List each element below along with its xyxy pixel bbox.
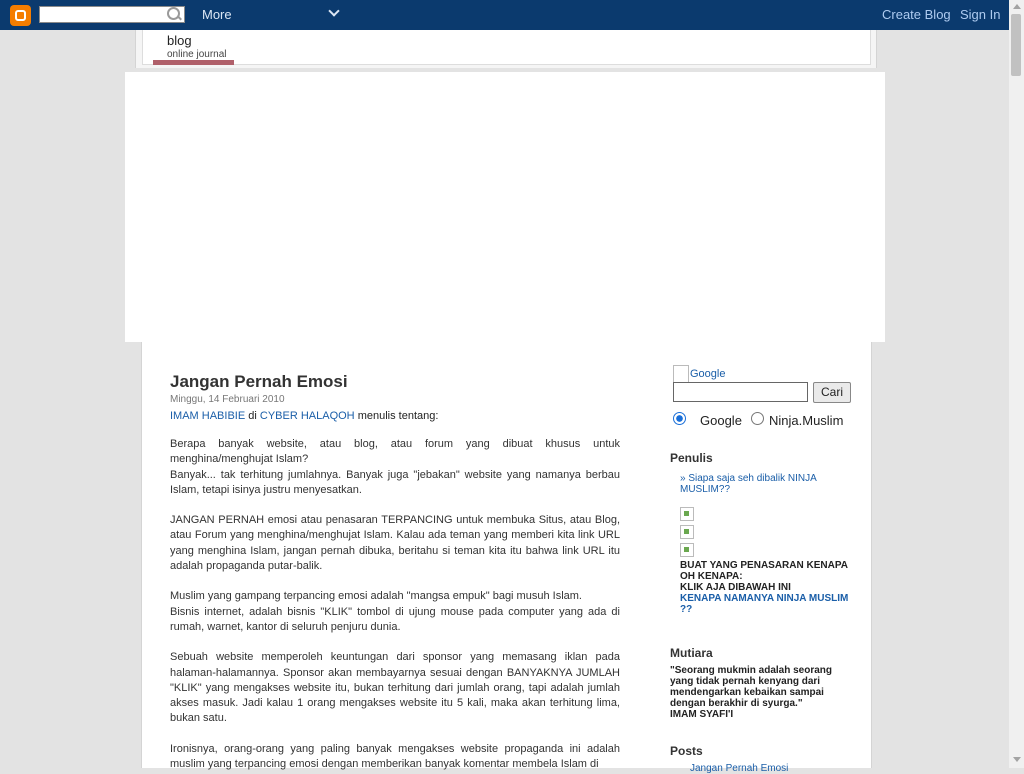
post-paragraph <box>170 650 620 726</box>
blog-subtitle: online journal <box>167 49 227 60</box>
penulis-text: KLIK AJA DIBAWAH INI <box>680 582 791 593</box>
post-paragraph <box>170 589 620 635</box>
author-link[interactable]: IMAM HABIBIE <box>170 410 246 422</box>
blog-title[interactable]: blog <box>167 33 192 48</box>
post-paragraph <box>170 513 620 574</box>
post-title: Jangan Pernah Emosi <box>170 372 348 391</box>
penulis-text: BUAT YANG PENASARAN KENAPA OH KENAPA: <box>680 560 848 582</box>
post-date: Minggu, 14 Februari 2010 <box>170 394 285 405</box>
paragraph-line: Bisnis internet, adalah bisnis "KLIK" tombol di ujung mouse pada computer yang ada di rumah, warnet, kantor di seluruh penjuru dunia. <box>170 605 620 633</box>
search-icon[interactable] <box>167 7 180 20</box>
radio-ninja-label: Ninja.Muslim <box>769 413 844 428</box>
broken-image-icon <box>680 507 694 521</box>
create-blog-link[interactable]: Create Blog <box>882 7 951 22</box>
paragraph-line: Berapa banyak website, atau blog, atau forum yang dibuat khusus untuk menghina/menghujat Islam? <box>170 438 620 466</box>
post-byline <box>170 410 620 422</box>
chevron-down-icon[interactable] <box>328 5 339 16</box>
radio-google-label: Google <box>700 413 742 428</box>
sidebar-search-input[interactable] <box>673 382 808 402</box>
paragraph-line: Banyak... tak terhitung jumlahnya. Banyak juga "jebakan" website yang namanya berbau Islam, tetapi isinya justru menyesatkan. <box>170 468 620 496</box>
blogger-navbar <box>0 0 1009 30</box>
post-paragraph <box>170 437 620 498</box>
byline-mid: di <box>248 410 257 422</box>
broken-image-icon <box>680 525 694 539</box>
scroll-up-arrow-icon[interactable] <box>1013 4 1021 9</box>
blog-post <box>170 372 620 772</box>
header-box <box>142 30 871 65</box>
scroll-down-arrow-icon[interactable] <box>1013 757 1021 762</box>
mutiara-author: IMAM SYAFI'I <box>670 709 734 720</box>
mutiara-heading: Mutiara <box>670 646 713 660</box>
vertical-scrollbar[interactable] <box>1009 0 1024 768</box>
paragraph-line: Ironisnya, orang-orang yang paling banyak mengakses website propaganda ini adalah muslim yang terpancing emosi dengan memberikan banyak komentar membela Islam di <box>170 742 620 771</box>
ad-banner-area <box>125 72 885 342</box>
source-link[interactable]: CYBER HALAQOH <box>259 410 355 422</box>
paragraph-line: Muslim yang gampang terpancing emosi adalah "mangsa empuk" bagi musuh Islam. <box>170 590 582 603</box>
kenapa-link[interactable]: KENAPA NAMANYA NINJA MUSLIM ?? <box>680 593 849 615</box>
sign-in-link[interactable]: Sign In <box>960 7 1001 22</box>
search-button[interactable]: Cari <box>813 382 851 403</box>
paragraph-line: JANGAN PERNAH emosi atau penasaran TERPANCING untuk membuka Situs, atau Blog, atau Forum yang menghina/menghujat Islam. Kalau ada teman yang memberi kita link URL yang menghina Islam, jangan pernah dibuka, beritahu si teman kita itu bahwa link URL itu adalah propaganda putar-balik. <box>170 514 620 573</box>
posts-link[interactable]: Jangan Pernah Emosi <box>690 763 789 774</box>
google-logo-link[interactable]: Google <box>673 365 725 383</box>
radio-google[interactable] <box>673 412 686 425</box>
title-underline <box>153 60 234 65</box>
blogger-logo-icon[interactable] <box>10 5 31 26</box>
more-menu-label[interactable]: More <box>202 7 232 22</box>
radio-ninja-muslim[interactable] <box>751 412 764 425</box>
navbar-search-input[interactable] <box>39 6 185 23</box>
byline-end: menulis tentang: <box>357 410 439 422</box>
penulis-heading: Penulis <box>670 451 713 465</box>
mutiara-quote: "Seorang mukmin adalah seorang yang tidak pernah kenyang dari mendengarkan kebaikan sampai dengan berakhir di syurga." <box>670 665 833 709</box>
scroll-thumb[interactable] <box>1011 14 1021 76</box>
broken-image-icon <box>680 543 694 557</box>
posts-heading: Posts <box>670 744 703 758</box>
paragraph-line: Sebuah website memperoleh keuntungan dari sponsor yang memasang iklan pada halaman-halamannya. Sponsor akan membayarnya sesuai dengan BANYAKNYA JUMLAH "KLIK" yang mengakses website itu, bukan terhitung dari jumlah orang, tapi adalah jumlah akses masuk. Jadi kalau 1 orang mengakses website itu 5 kali, maka akan terhitung lima, bukan satu. <box>170 651 620 725</box>
penulis-link[interactable]: » Siapa saja seh dibalik NINJA MUSLIM?? <box>680 473 817 495</box>
